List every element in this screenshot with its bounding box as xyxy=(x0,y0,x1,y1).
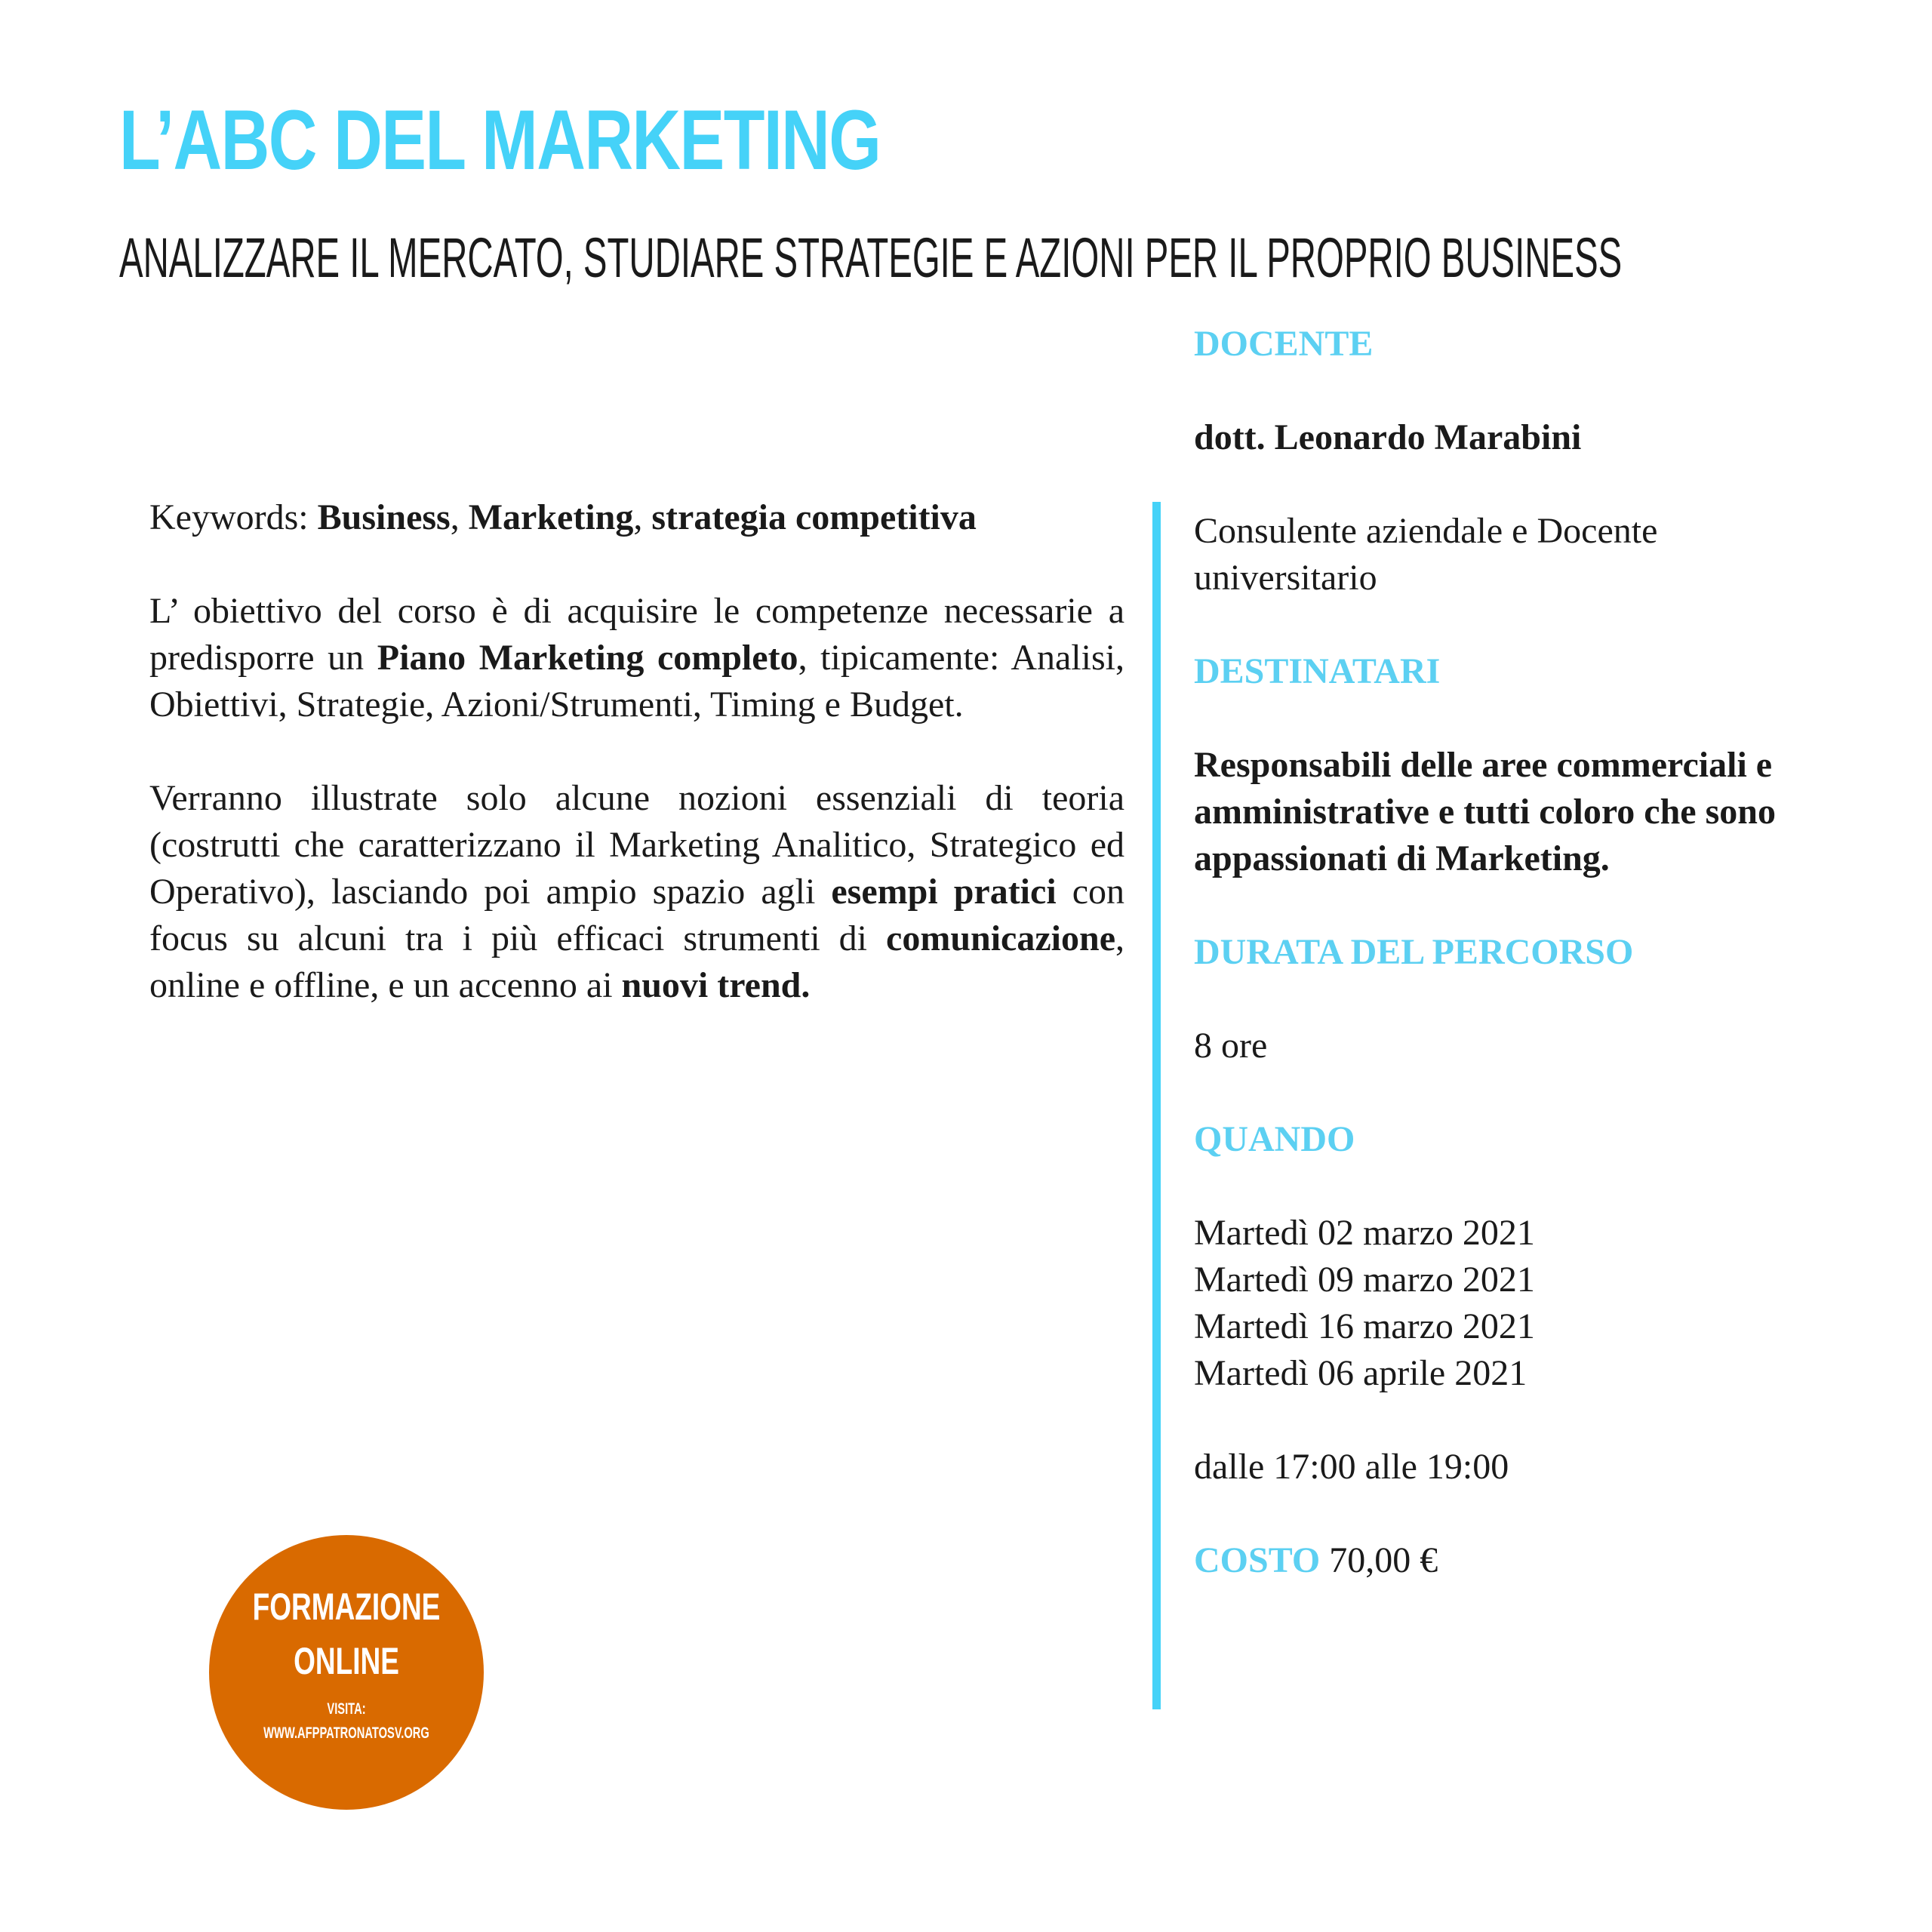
objective-text: L’ obiettivo del corso è di acquisire le competenze necessarie a predisporre un xyxy=(149,591,1124,678)
costo-value: 70,00 € xyxy=(1329,1540,1438,1580)
costo-line xyxy=(1194,1537,1798,1584)
destinatari-text: Responsabili delle aree commerciali e amministrative e tutti coloro che sono appassionati di Marketing. xyxy=(1194,745,1776,878)
keyword-separator: , xyxy=(633,497,652,537)
content-highlight: comunicazione xyxy=(886,918,1115,958)
badge-line1: FORMAZIONE xyxy=(252,1586,441,1628)
keyword-marketing: Marketing xyxy=(468,497,634,537)
page-subtitle: ANALIZZARE IL MERCATO, STUDIARE STRATEGIE E AZIONI PER IL PROPRIO BUSINESS xyxy=(119,226,1623,289)
destinatari-heading: DESTINATARI xyxy=(1194,651,1441,691)
course-description xyxy=(149,494,1124,1056)
content-highlight: nuovi trend. xyxy=(621,965,811,1005)
objective-paragraph xyxy=(149,588,1124,728)
keyword-strategia: strategia competitiva xyxy=(651,497,977,537)
durata-heading: DURATA DEL PERCORSO xyxy=(1194,932,1634,972)
content-text: con focus su alcuni tra i più efficaci strumenti di xyxy=(149,872,1125,958)
quando-heading: QUANDO xyxy=(1194,1119,1355,1159)
quando-time: dalle 17:00 alle 19:00 xyxy=(1194,1447,1509,1487)
content-text: , online e offline, e un accenno ai xyxy=(149,918,1124,1005)
date-item: Martedì 09 marzo 2021 xyxy=(1194,1260,1535,1300)
date-item: Martedì 02 marzo 2021 xyxy=(1194,1213,1535,1253)
costo-label: COSTO xyxy=(1194,1540,1321,1580)
keyword-separator: , xyxy=(450,497,469,537)
page-title: L’ABC DEL MARKETING xyxy=(119,93,881,187)
objective-text: , tipicamente: Analisi, Obiettivi, Strategie, Azioni/Strumenti, Timing e Budget. xyxy=(149,638,1124,724)
formazione-online-badge xyxy=(209,1535,484,1810)
docente-role: Consulente aziendale e Docente universitario xyxy=(1194,511,1658,598)
content-paragraph xyxy=(149,775,1124,1009)
keywords-label: Keywords: xyxy=(149,497,318,537)
objective-highlight: Piano Marketing completo xyxy=(377,638,798,678)
docente-heading: DOCENTE xyxy=(1194,324,1374,364)
badge-url: WWW.AFPPATRONATOSV.ORG xyxy=(263,1724,429,1742)
date-item: Martedì 16 marzo 2021 xyxy=(1194,1306,1535,1346)
badge-visit-label: VISITA: xyxy=(327,1700,366,1718)
badge-line2: ONLINE xyxy=(294,1640,399,1682)
date-item: Martedì 06 aprile 2021 xyxy=(1194,1353,1527,1393)
course-details xyxy=(1194,321,1798,1631)
content-highlight: esempi pratici xyxy=(831,872,1057,912)
keyword-business: Business xyxy=(317,497,451,537)
quando-dates xyxy=(1194,1210,1798,1397)
keywords-line xyxy=(149,494,1124,541)
durata-value: 8 ore xyxy=(1194,1026,1268,1066)
docente-name: dott. Leonardo Marabini xyxy=(1194,417,1582,457)
accent-divider xyxy=(1152,502,1161,1709)
content-text: Verranno illustrate solo alcune nozioni essenziali di teoria (costrutti che caratterizzano il Marketing Analitico, Strategico ed Operativo), lasciando poi ampio spazio agli xyxy=(149,778,1124,912)
